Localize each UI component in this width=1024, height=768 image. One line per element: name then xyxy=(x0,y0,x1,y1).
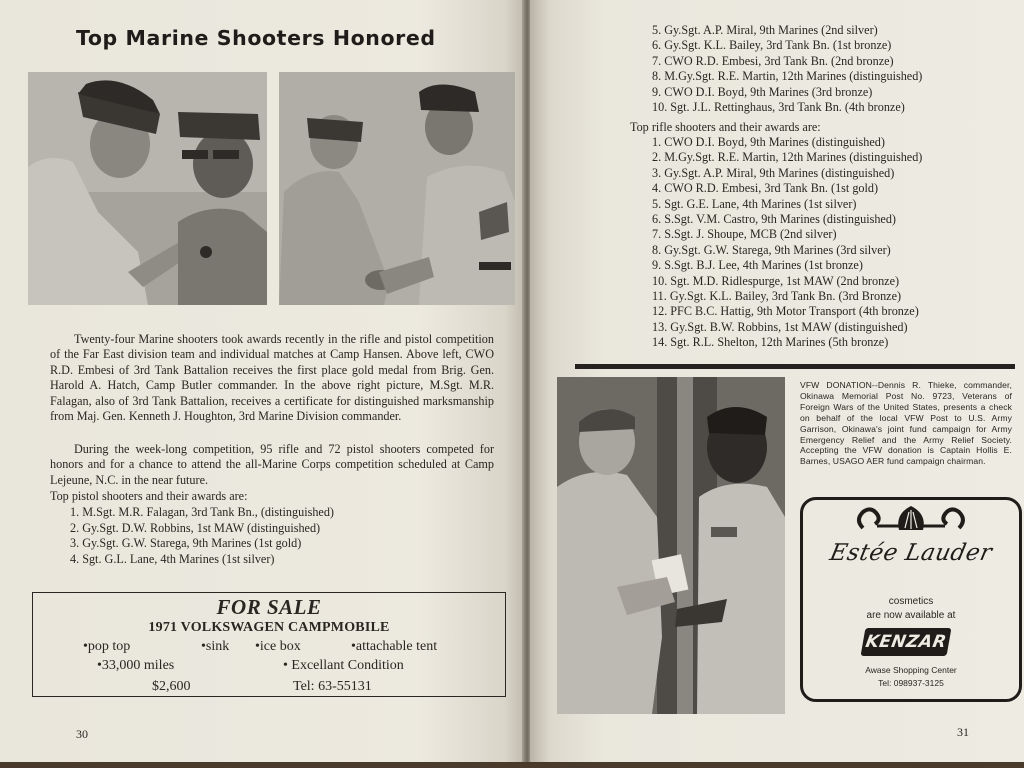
for-sale-phone: Tel: 63-55131 xyxy=(293,679,372,694)
page-number: 30 xyxy=(76,727,88,741)
estee-lauder-ad xyxy=(800,497,1022,702)
list-item: 6. S.Sgt. V.M. Castro, 9th Marines (distinguished) xyxy=(652,212,896,227)
feature-item: •pop top xyxy=(83,639,131,654)
for-sale-item: 1971 VOLKSWAGEN CAMPMOBILE xyxy=(148,620,390,635)
ad-text: cosmetics xyxy=(888,596,934,607)
list-item: 4. CWO R.D. Embesi, 3rd Tank Bn. (1st gold) xyxy=(652,181,879,196)
list-item: 12. PFC B.C. Hattig, 9th Motor Transport (4th bronze) xyxy=(652,304,919,319)
list-item: 9. CWO D.I. Boyd, 9th Marines (3rd bronze) xyxy=(652,84,873,99)
list-item: 5. Gy.Sgt. A.P. Miral, 9th Marines (2nd silver) xyxy=(652,23,878,37)
list-item: 7. S.Sgt. J. Shoupe, MCB (2nd silver) xyxy=(652,227,837,242)
list-item: 6. Gy.Sgt. K.L. Bailey, 3rd Tank Bn. (1st bronze) xyxy=(652,38,892,53)
right-page xyxy=(530,0,1024,762)
ad-location: Awase Shopping Center xyxy=(865,665,957,675)
feature-item: •sink xyxy=(201,639,230,654)
ad-phone: Tel: 098937-3125 xyxy=(878,678,944,688)
photo-medal-presentation xyxy=(28,72,267,305)
list-item: 2. Gy.Sgt. D.W. Robbins, 1st MAW (distinguished) xyxy=(70,520,321,535)
photo-certificate-presentation xyxy=(279,72,515,305)
article-headline: Top Marine Shooters Honored xyxy=(76,26,436,50)
for-sale-title: FOR SALE xyxy=(216,595,322,619)
list-item: 14. Sgt. R.L. Shelton, 12th Marines (5th bronze) xyxy=(652,335,889,350)
list-item: 5. Sgt. G.E. Lane, 4th Marines (1st silver) xyxy=(652,196,857,211)
pistol-shooters-list xyxy=(70,505,490,567)
section-divider xyxy=(575,364,1015,369)
photo-vfw-donation xyxy=(557,377,785,714)
list-item: 8. M.Gy.Sgt. R.E. Martin, 12th Marines (distinguished) xyxy=(652,69,923,84)
list-item: 3. Gy.Sgt. A.P. Miral, 9th Marines (distinguished) xyxy=(652,165,895,180)
store-logo: KENZAR xyxy=(861,628,952,656)
feature-item: •ice box xyxy=(255,639,301,654)
list-item: 8. Gy.Sgt. G.W. Starega, 9th Marines (3rd silver) xyxy=(652,242,891,257)
feature-item: •33,000 miles xyxy=(97,658,175,673)
list-item: 4. Sgt. G.L. Lane, 4th Marines (1st silver) xyxy=(70,551,275,566)
shell-ornament-icon xyxy=(855,502,967,534)
feature-item: • Excellant Condition xyxy=(283,658,404,673)
for-sale-ad xyxy=(32,592,506,697)
article-paragraph: During the week-long competition, 95 rifle and 72 pistol shooters competed for honors and for a chance to attend the all-Marine Corps competition scheduled at Camp Lejeune, N.C. in the near future. xyxy=(50,442,494,487)
list-item: 13. Gy.Sgt. B.W. Robbins, 1st MAW (distinguished) xyxy=(652,319,908,334)
list-item: 7. CWO R.D. Embesi, 3rd Tank Bn. (2nd bronze) xyxy=(652,53,894,68)
ad-brand: Estée Lauder xyxy=(827,540,995,566)
ad-text: are now available at xyxy=(866,610,956,621)
article-caption: Twenty-four Marine shooters took awards recently in the rifle and pistol competition of the Far East division team and individual matches at Camp Hansen. Above left, CWO R.D. Embesi of 3rd Tank Battalion receives the first place gold medal from Brig. Gen. Harold A. Hatch, Camp Butler commander. In the above right picture, M.Sgt. M.R. Falagan, also of 3rd Tank Battalion, receives a certificate for distinguished marksmanship from Maj. Gen. Kenneth J. Houghton, 3rd Marine Division commander. xyxy=(50,332,494,424)
list-item: 9. S.Sgt. B.J. Lee, 4th Marines (1st bronze) xyxy=(652,258,863,273)
rifle-list-intro: Top rifle shooters and their awards are: xyxy=(630,120,821,134)
list-item: 1. M.Sgt. M.R. Falagan, 3rd Tank Bn., (distinguished) xyxy=(70,505,334,519)
list-item: 3. Gy.Sgt. G.W. Starega, 9th Marines (1st gold) xyxy=(70,536,302,551)
vfw-caption: VFW DONATION--Dennis R. Thieke, commander, Okinawa Memorial Post No. 9723, Veterans of Foreign Wars of the United States, presents a check on behalf of the local VFW Post to U.S. Army Garrison, Okinawa's joint fund campaign for Army Emergency Relief and the Army Relief Society. Accepting the VFW donation is Captain Hollis E. Barnes, USAGO AER fund campaign chairman. xyxy=(800,380,1012,467)
list-item: 10. Sgt. J.L. Rettinghaus, 3rd Tank Bn. (4th bronze) xyxy=(652,100,905,115)
list-item: 11. Gy.Sgt. K.L. Bailey, 3rd Tank Bn. (3rd Bronze) xyxy=(652,289,902,304)
page-number: 31 xyxy=(957,725,969,739)
for-sale-price: $2,600 xyxy=(152,679,191,694)
pistol-shooters-list-continued xyxy=(652,23,1012,115)
feature-item: •attachable tent xyxy=(351,639,438,654)
list-item: 10. Sgt. M.D. Ridlespurge, 1st MAW (2nd bronze) xyxy=(652,273,900,288)
list-item: 1. CWO D.I. Boyd, 9th Marines (distinguished) xyxy=(652,135,885,149)
pistol-list-intro: Top pistol shooters and their awards are: xyxy=(50,489,248,503)
rifle-shooters-list xyxy=(652,135,1012,351)
list-item: 2. M.Gy.Sgt. R.E. Martin, 12th Marines (distinguished) xyxy=(652,150,923,165)
